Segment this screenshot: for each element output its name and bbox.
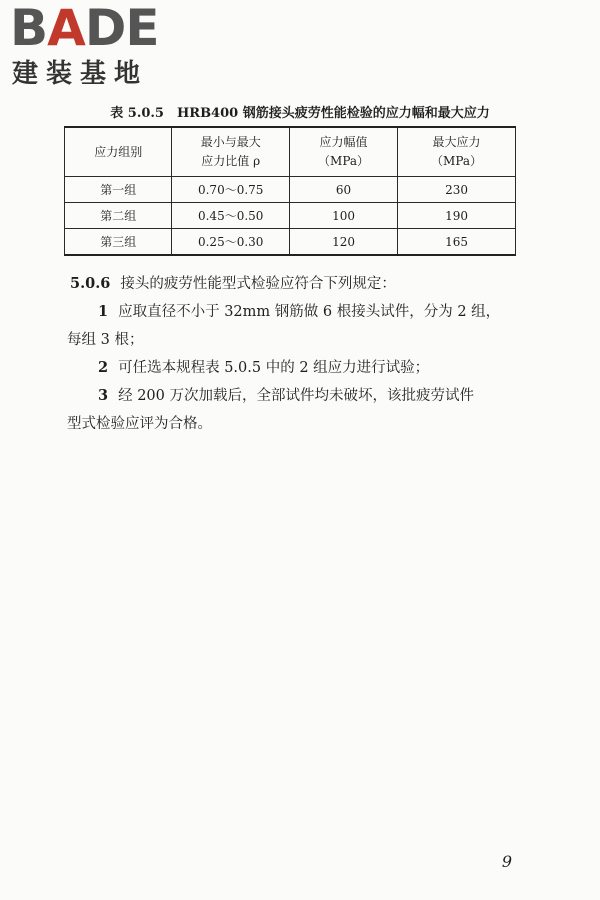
page-number: 9 <box>501 852 512 871</box>
table-row <box>65 177 516 203</box>
cell-ratio: 0.25～0.30 <box>172 229 290 256</box>
cell-amplitude: 100 <box>289 203 397 229</box>
clause-item: 1 应取直径不小于 32mm 钢筋做 6 根接头试件，分为 2 组， <box>98 303 501 320</box>
cell-ratio: 0.45～0.50 <box>172 203 290 229</box>
cell-group: 第一组 <box>65 177 172 203</box>
table-caption: 表 5.0.5 HRB400 钢筋接头疲劳性能检验的应力幅和最大应力 <box>110 106 490 121</box>
header-stress-amplitude: 应力幅值 （MPa） <box>289 127 397 177</box>
cell-max-stress: 230 <box>398 177 516 203</box>
clause-heading <box>70 270 540 298</box>
clause-title: 接头的疲劳性能型式检验应符合下列规定： <box>120 276 396 292</box>
cell-ratio: 0.70～0.75 <box>172 177 290 203</box>
header-max-stress: 最大应力 （MPa） <box>398 127 516 177</box>
cell-amplitude: 120 <box>289 229 397 256</box>
clause-item: 2 可任选本规程表 5.0.5 中的 2 组应力进行试验； <box>98 359 430 376</box>
cell-group: 第二组 <box>65 203 172 229</box>
header-stress-ratio: 最小与最大 应力比值 ρ <box>172 127 290 177</box>
clause-5-0-6 <box>67 270 540 438</box>
clause-item-continuation: 每组 3 根； <box>67 332 144 348</box>
cell-amplitude: 60 <box>289 177 397 203</box>
table-header-row <box>65 127 516 177</box>
header-stress-group: 应力组别 <box>65 127 172 177</box>
logo-chinese-name: 建装基地 <box>12 59 149 89</box>
cell-max-stress: 165 <box>398 229 516 256</box>
clause-number: 5.0.6 <box>70 275 111 292</box>
table-row <box>65 229 516 256</box>
stress-table <box>64 126 516 256</box>
table-row <box>65 203 516 229</box>
brand-logo <box>10 0 178 92</box>
logo-wordmark: BADE <box>10 0 159 57</box>
cell-group: 第三组 <box>65 229 172 256</box>
clause-item-continuation: 型式检验应评为合格。 <box>67 416 212 432</box>
clause-item: 3 经 200 万次加载后，全部试件均未破坏，该批疲劳试件 <box>98 387 474 404</box>
cell-max-stress: 190 <box>398 203 516 229</box>
